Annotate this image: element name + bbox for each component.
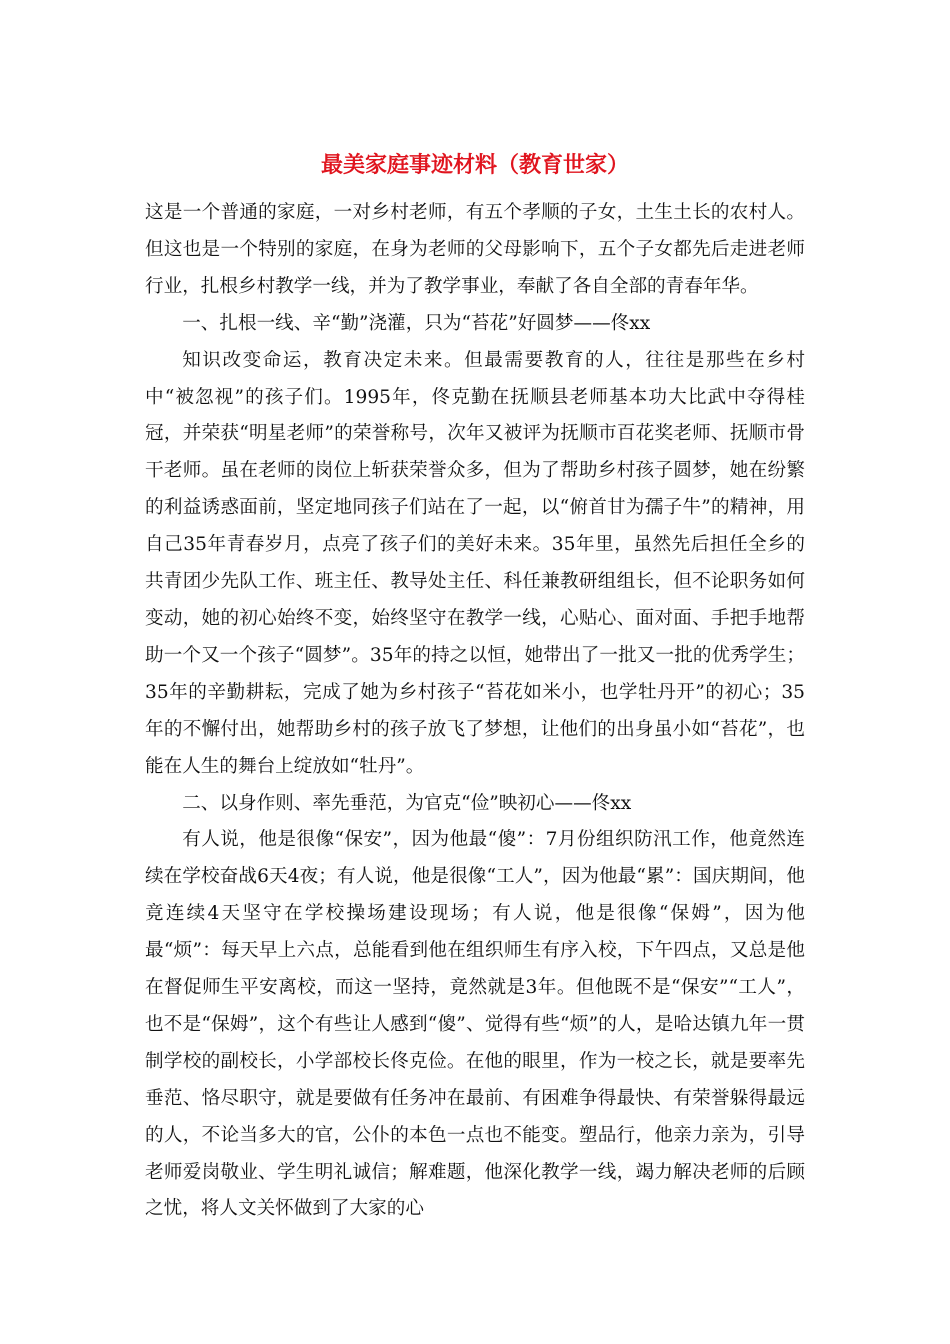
section-heading-2: 二、以身作则、率先垂范，为官克“俭”映初心——佟xx (182, 792, 632, 814)
section-paragraph-1: 知识改变命运，教育决定未来。但最需要教育的人，往往是那些在乡村中“被忽视”的孩子们。1995年，佟克勤在抚顺县老师基本功大比武中夺得桂冠，并荣获“明星老师”的荣誉称号，次年又被评为抚顺市百花奖老师、抚顺市骨干老师。虽在老师的岗位上斩获荣誉众多，但为了帮助乡村孩子圆梦，她在纷繁的利益诱惑面前，坚定地同孩子们站在了一起，以“俯首甘为孺子牛”的精神，用自己35年青春岁月，点亮了孩子们的美好未来。35年里，虽然先后担任全乡的共青团少先队工作、班主任、教导处主任、科任兼教研组组长，但不论职务如何变动，她的初心始终不变，始终坚守在教学一线，心贴心、面对面、手把手地帮助一个又一个孩子“圆梦”。35年的持之以恒，她带出了一批又一批的优秀学生；35年的辛勤耕耘，完成了她为乡村孩子“苔花如米小，也学牡丹开”的初心；35年的不懈付出，她帮助乡村的孩子放飞了梦想，让他们的出身虽小如“苔花”，也能在人生的舞台上绽放如“牡丹”。 (145, 349, 805, 777)
section-paragraph-2: 有人说，他是很像“保安”，因为他最“傻”：7月份组织防汛工作，他竟然连续在学校奋战6天4夜；有人说，他是很像“工人”，因为他最“累”：国庆期间，他竟连续4天坚守在学校操场建设现场；有人说，他是很像“保姆”，因为他最“烦”：每天早上六点，总能看到他在组织师生有序入校，下午四点，又总是他在督促师生平安离校，而这一坚持，竟然就是3年。但他既不是“保安”“工人”，也不是“保姆”，这个有些让人感到“傻”、觉得有些“烦”的人，是哈达镇九年一贯制学校的副校长，小学部校长佟克俭。在他的眼里，作为一校之长，就是要率先垂范、恪尽职守，就是要做有任务冲在最前、有困难争得最快、有荣誉躲得最远的人，不论当多大的官，公仆的本色一点也不能变。塑品行，他亲力亲为，引导老师爱岗敬业、学生明礼诚信；解难题，他深化教学一线，竭力解决老师的后顾之忧，将人文关怀做到了大家的心 (145, 829, 805, 1220)
document-body (145, 195, 805, 1228)
section-heading-1: 一、扎根一线、辛“勤”浇灌，只为“苔花”好圆梦——佟xx (182, 312, 651, 334)
intro-paragraph: 这是一个普通的家庭，一对乡村老师，有五个孝顺的子女，土生土长的农村人。但这也是一个特别的家庭，在身为老师的父母影响下，五个子女都先后走进老师行业，扎根乡村教学一线，并为了教学事业，奉献了各自全部的青春年华。 (145, 202, 805, 297)
document-title: 最美家庭事迹材料（教育世家） (320, 152, 629, 178)
